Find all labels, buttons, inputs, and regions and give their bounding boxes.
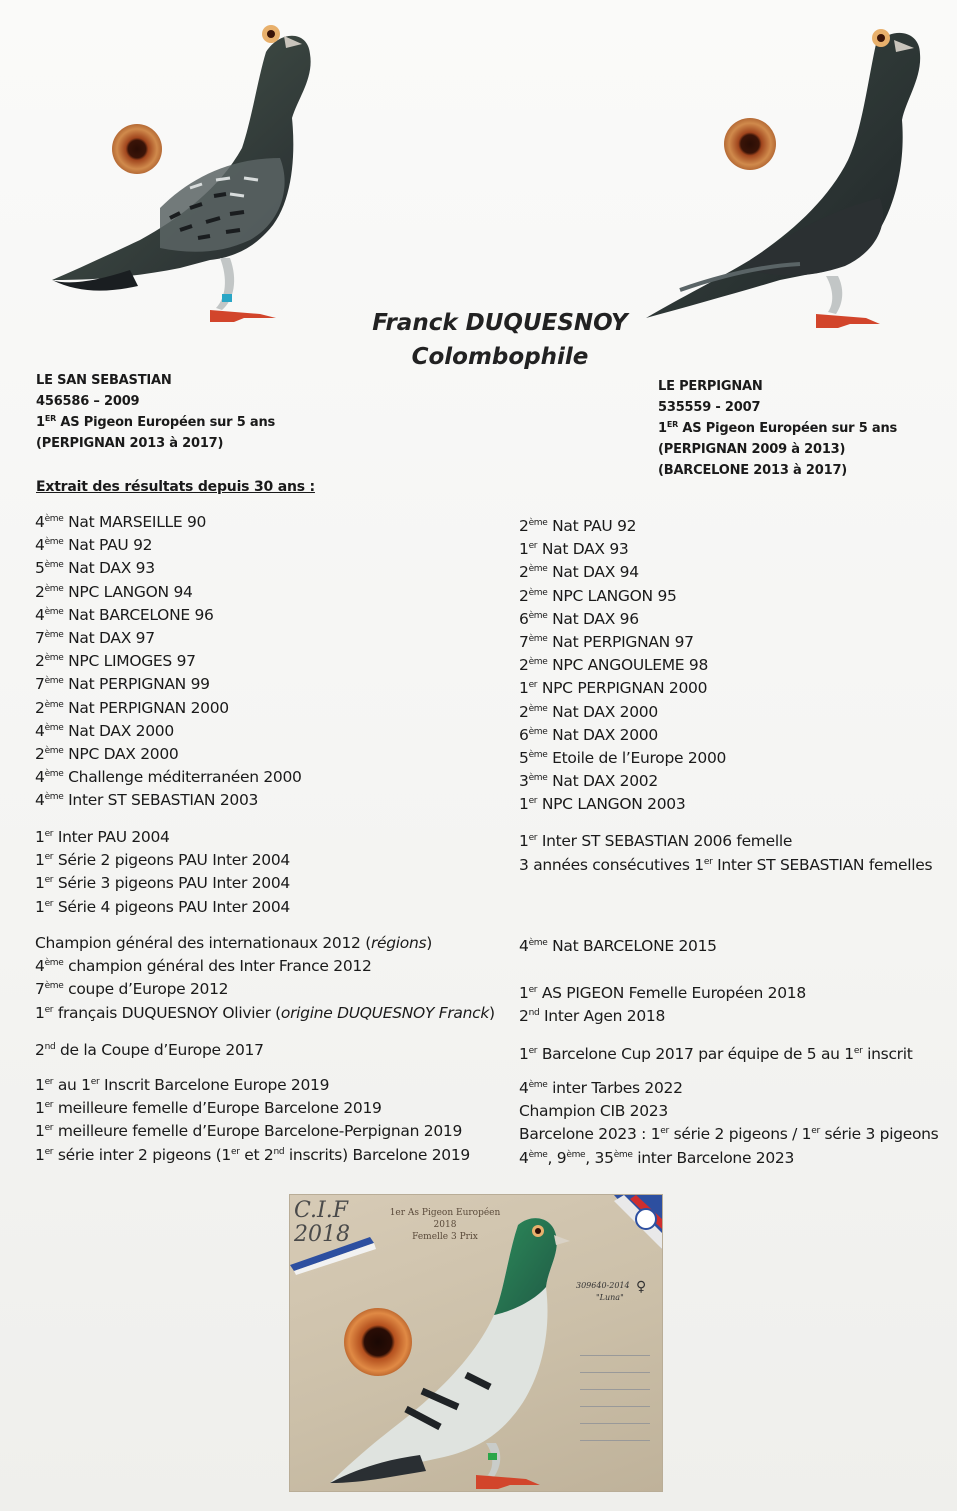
result-line: 5ème Nat DAX 93 bbox=[35, 559, 155, 578]
result-line: 6ème Nat DAX 2000 bbox=[519, 725, 658, 744]
result-line: Barcelone 2023 : 1er série 2 pigeons / 1er série 3 pigeons bbox=[519, 1125, 939, 1144]
cif-logo: C.I.F 2018 bbox=[294, 1198, 350, 1247]
right-pigeon-ring: 535559 - 2007 bbox=[658, 400, 761, 415]
result-line: Champion CIB 2023 bbox=[519, 1102, 668, 1121]
result-line: 4ème Inter ST SEBASTIAN 2003 bbox=[35, 791, 259, 810]
results-heading: Extrait des résultats depuis 30 ans : bbox=[36, 479, 315, 495]
result-line: 2ème NPC LANGON 94 bbox=[35, 582, 193, 601]
result-line: 4ème Challenge méditerranéen 2000 bbox=[35, 768, 302, 787]
result-line: 3ème Nat DAX 2002 bbox=[519, 772, 658, 791]
result-line: 4ème Nat PAU 92 bbox=[35, 536, 153, 555]
result-line: 1er NPC LANGON 2003 bbox=[519, 795, 686, 814]
right-results-block-3 bbox=[519, 935, 717, 958]
certificate-results-table bbox=[580, 1347, 650, 1441]
left-results-block-3 bbox=[35, 932, 495, 1025]
right-results-block-4 bbox=[519, 982, 806, 1028]
right-pigeon-period-2: (BARCELONE 2013 à 2017) bbox=[658, 463, 848, 478]
result-line: 1er Inter PAU 2004 bbox=[35, 828, 170, 846]
result-line: 1er AS PIGEON Femelle Européen 2018 bbox=[519, 984, 806, 1002]
right-results-block-1 bbox=[519, 515, 726, 816]
result-line: 7ème Nat PERPIGNAN 99 bbox=[35, 675, 210, 694]
result-line: 3 années consécutives 1er Inter ST SEBASTIAN femelles bbox=[519, 856, 933, 875]
result-line: 4ème, 9ème, 35ème inter Barcelone 2023 bbox=[519, 1148, 795, 1167]
result-line: 2ème Nat DAX 94 bbox=[519, 563, 639, 582]
result-line: 2nd de la Coupe d’Europe 2017 bbox=[35, 1041, 264, 1059]
right-pigeon-name: LE PERPIGNAN bbox=[658, 379, 763, 394]
result-line: 1er Inter ST SEBASTIAN 2006 femelle bbox=[519, 832, 793, 850]
result-line: 5ème Etoile de l’Europe 2000 bbox=[519, 748, 727, 767]
right-pigeon-period-1: (PERPIGNAN 2009 à 2013) bbox=[658, 442, 846, 457]
result-line: Champion général des internationaux 2012 (régions) bbox=[35, 934, 433, 952]
right-results-block-5 bbox=[519, 1043, 913, 1066]
left-results-block-1 bbox=[35, 511, 302, 812]
result-line: 1er NPC PERPIGNAN 2000 bbox=[519, 679, 708, 698]
right-results-block-2 bbox=[519, 830, 932, 877]
result-line: 7ème coupe d’Europe 2012 bbox=[35, 980, 229, 999]
left-results-block-2 bbox=[35, 826, 290, 919]
result-line: 7ème Nat PERPIGNAN 97 bbox=[519, 632, 694, 651]
breeder-subtitle: Colombophile bbox=[411, 344, 589, 370]
right-pigeon-caption bbox=[658, 376, 897, 481]
result-line: 2ème Nat PERPIGNAN 2000 bbox=[35, 698, 229, 717]
result-line: 4ème Nat BARCELONE 96 bbox=[35, 605, 214, 624]
certificate-ring: 309640-2014 bbox=[576, 1281, 630, 1290]
result-line: 1er Série 3 pigeons PAU Inter 2004 bbox=[35, 874, 290, 893]
right-pigeon-title: 1ER AS Pigeon Européen sur 5 ans bbox=[658, 420, 898, 436]
result-line: 2ème Nat DAX 2000 bbox=[519, 702, 658, 721]
result-line: 1er Série 2 pigeons PAU Inter 2004 bbox=[35, 851, 290, 870]
result-line: 2ème NPC ANGOULEME 98 bbox=[519, 656, 709, 675]
certificate-title: 1er As Pigeon Européen 2018 Femelle 3 Prix bbox=[389, 1208, 501, 1242]
result-line: 1er meilleure femelle d’Europe Barcelone-Perpignan 2019 bbox=[35, 1122, 463, 1141]
pigeon-perpignan-image bbox=[640, 20, 940, 332]
right-results-block-6 bbox=[519, 1077, 938, 1170]
result-line: 2ème NPC LANGON 95 bbox=[519, 586, 677, 605]
left-pigeon-caption bbox=[36, 370, 275, 454]
result-line: 7ème Nat DAX 97 bbox=[35, 628, 155, 647]
result-line: 2ème NPC DAX 2000 bbox=[35, 744, 179, 763]
left-pigeon-name: LE SAN SEBASTIAN bbox=[36, 373, 172, 388]
left-results-block-5 bbox=[35, 1074, 470, 1167]
result-line: 4ème champion général des Inter France 2012 bbox=[35, 957, 372, 976]
left-pigeon-ring: 456586 – 2009 bbox=[36, 394, 140, 409]
left-pigeon-period: (PERPIGNAN 2013 à 2017) bbox=[36, 436, 224, 451]
certificate-pigeon-name: "Luna" bbox=[596, 1293, 624, 1302]
left-results-block-4 bbox=[35, 1039, 264, 1062]
result-line: 1er série inter 2 pigeons (1er et 2nd inscrits) Barcelone 2019 bbox=[35, 1145, 470, 1164]
cif-certificate-image bbox=[289, 1194, 663, 1492]
female-symbol-icon: ♀ bbox=[636, 1279, 647, 1295]
certificate-pigeon-illustration bbox=[290, 1195, 662, 1491]
result-line: 2ème NPC LIMOGES 97 bbox=[35, 652, 196, 671]
pigeon-san-sebastian-image bbox=[30, 18, 330, 328]
breeder-name: Franck DUQUESNOY bbox=[372, 310, 628, 336]
result-line: 4ème inter Tarbes 2022 bbox=[519, 1079, 683, 1097]
result-line: 4ème Nat BARCELONE 2015 bbox=[519, 937, 717, 955]
result-line: 1er Nat DAX 93 bbox=[519, 540, 629, 559]
result-line: 2nd Inter Agen 2018 bbox=[519, 1007, 666, 1026]
result-line: 1er Barcelone Cup 2017 par équipe de 5 au 1er inscrit bbox=[519, 1045, 913, 1063]
result-line: 1er meilleure femelle d’Europe Barcelone 2019 bbox=[35, 1099, 382, 1118]
result-line: 4ème Nat DAX 2000 bbox=[35, 721, 174, 740]
page-title bbox=[340, 306, 660, 374]
result-line: 1er au 1er Inscrit Barcelone Europe 2019 bbox=[35, 1076, 330, 1094]
left-pigeon-title: 1ER AS Pigeon Européen sur 5 ans bbox=[36, 414, 276, 430]
result-line: 6ème Nat DAX 96 bbox=[519, 609, 639, 628]
result-line: 4ème Nat MARSEILLE 90 bbox=[35, 513, 207, 531]
result-line: 1er Série 4 pigeons PAU Inter 2004 bbox=[35, 897, 290, 916]
result-line: 2ème Nat PAU 92 bbox=[519, 517, 637, 535]
result-line: 1er français DUQUESNOY Olivier (origine DUQUESNOY Franck) bbox=[35, 1003, 495, 1022]
